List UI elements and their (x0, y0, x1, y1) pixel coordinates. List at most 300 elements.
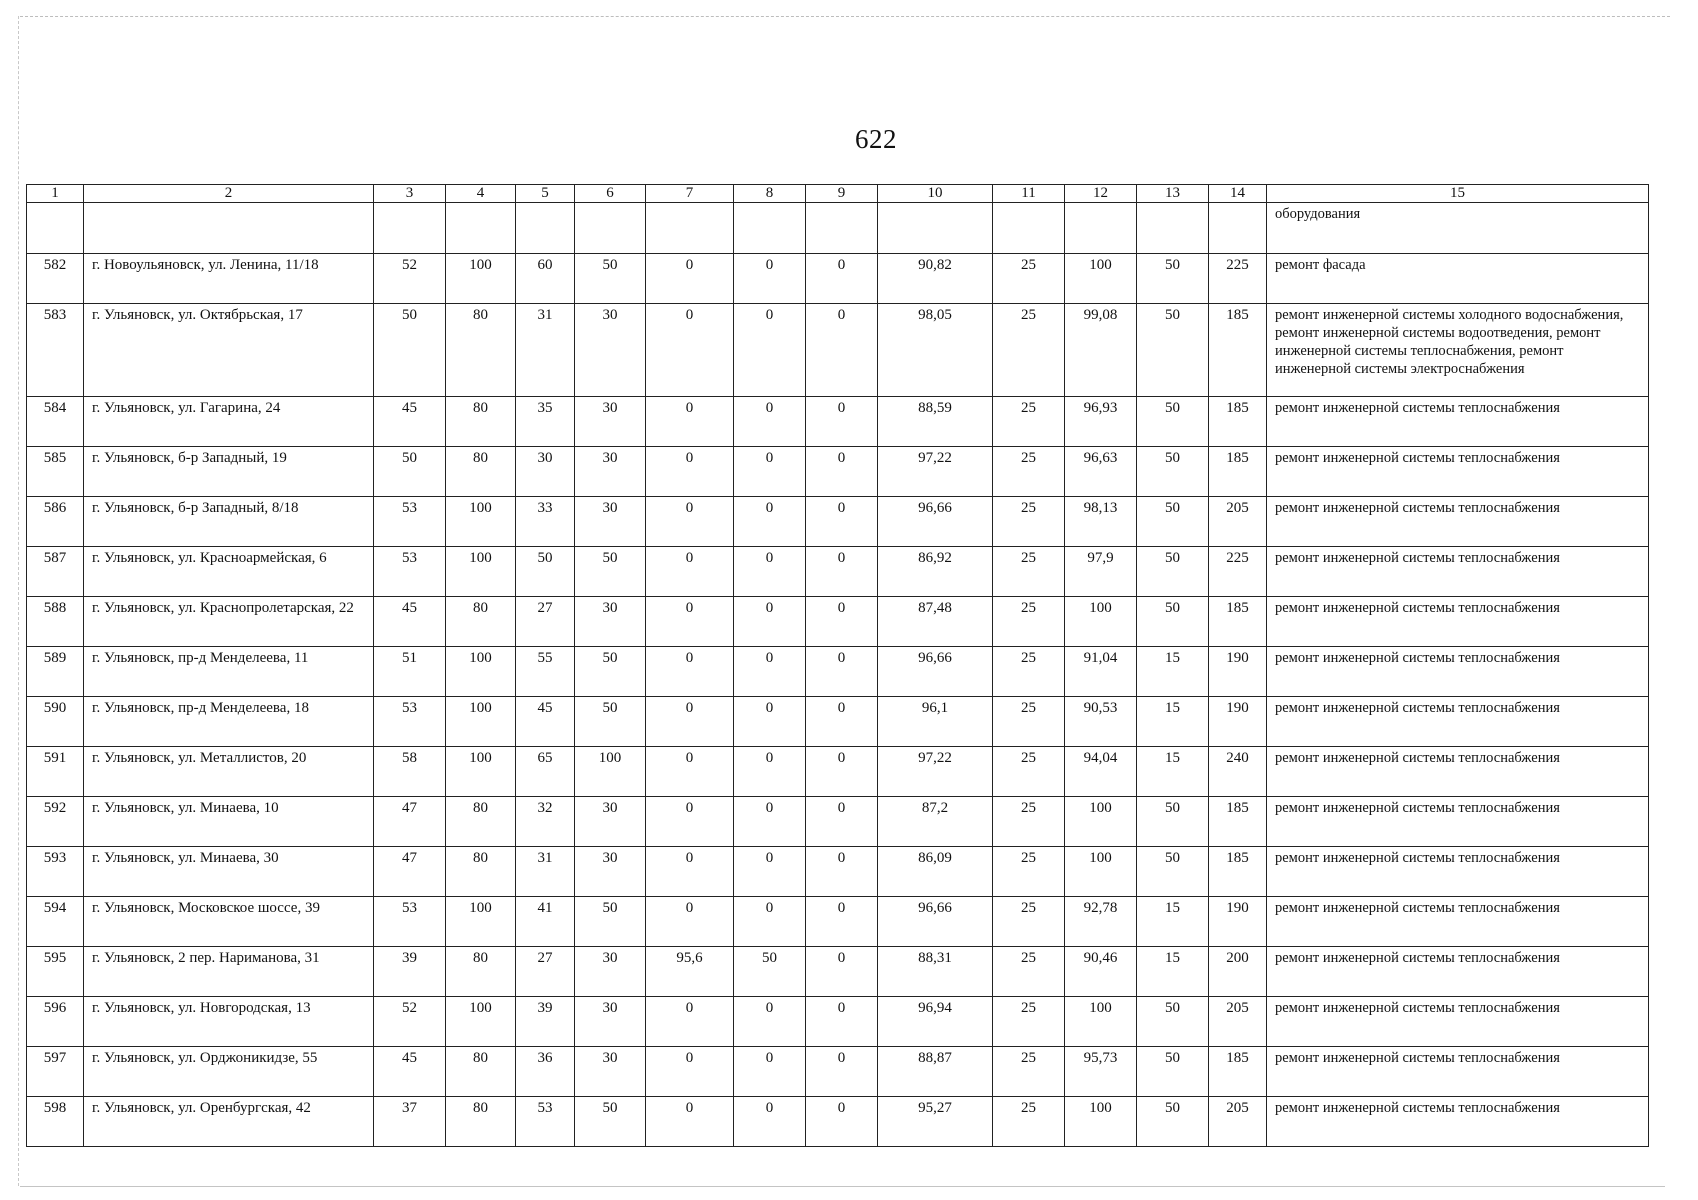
col13-cell: 50 (1137, 304, 1209, 397)
row-number-cell: 588 (27, 597, 84, 647)
col6-cell: 50 (575, 697, 646, 747)
col13-cell: 50 (1137, 997, 1209, 1047)
col9-cell: 0 (806, 397, 878, 447)
col3-cell: 50 (374, 447, 446, 497)
col3-cell: 58 (374, 747, 446, 797)
col11-cell: 25 (993, 897, 1065, 947)
cell (1209, 203, 1267, 254)
col3-cell: 45 (374, 597, 446, 647)
col14-cell: 190 (1209, 647, 1267, 697)
col11-cell: 25 (993, 1047, 1065, 1097)
col4-cell: 80 (446, 597, 516, 647)
work-type-cell: ремонт инженерной системы теплоснабжения (1267, 1047, 1649, 1097)
col11-cell: 25 (993, 947, 1065, 997)
col9-cell: 0 (806, 447, 878, 497)
col12-cell: 100 (1065, 847, 1137, 897)
col10-cell: 86,09 (878, 847, 993, 897)
col9-cell: 0 (806, 647, 878, 697)
col12-cell: 94,04 (1065, 747, 1137, 797)
column-number-15: 15 (1267, 185, 1649, 203)
col5-cell: 41 (516, 897, 575, 947)
col6-cell: 30 (575, 997, 646, 1047)
col7-cell: 0 (646, 597, 734, 647)
col5-cell: 53 (516, 1097, 575, 1147)
work-type-cell: ремонт инженерной системы теплоснабжения (1267, 397, 1649, 447)
col12-cell: 97,9 (1065, 547, 1137, 597)
cell (84, 203, 374, 254)
col3-cell: 50 (374, 304, 446, 397)
col14-cell: 240 (1209, 747, 1267, 797)
col4-cell: 100 (446, 747, 516, 797)
col8-cell: 0 (734, 797, 806, 847)
work-type-cell: ремонт инженерной системы теплоснабжения (1267, 697, 1649, 747)
col10-cell: 96,94 (878, 997, 993, 1047)
col10-cell: 88,59 (878, 397, 993, 447)
col3-cell: 37 (374, 1097, 446, 1147)
column-number-12: 12 (1065, 185, 1137, 203)
col12-cell: 100 (1065, 254, 1137, 304)
cell (516, 203, 575, 254)
col14-cell: 185 (1209, 847, 1267, 897)
col6-cell: 30 (575, 397, 646, 447)
col6-cell: 30 (575, 847, 646, 897)
col10-cell: 96,66 (878, 497, 993, 547)
col5-cell: 33 (516, 497, 575, 547)
table-row (27, 497, 1649, 547)
col3-cell: 53 (374, 497, 446, 547)
col12-cell: 95,73 (1065, 1047, 1137, 1097)
col7-cell: 0 (646, 497, 734, 547)
col11-cell: 25 (993, 254, 1065, 304)
col7-cell: 0 (646, 797, 734, 847)
work-type-cell: ремонт инженерной системы теплоснабжения (1267, 847, 1649, 897)
col8-cell: 50 (734, 947, 806, 997)
col12-cell: 100 (1065, 997, 1137, 1047)
col12-cell: 100 (1065, 1097, 1137, 1147)
col13-cell: 15 (1137, 947, 1209, 997)
col12-cell: 90,46 (1065, 947, 1137, 997)
col4-cell: 100 (446, 497, 516, 547)
col10-cell: 96,66 (878, 897, 993, 947)
col7-cell: 0 (646, 304, 734, 397)
col6-cell: 30 (575, 497, 646, 547)
col5-cell: 39 (516, 997, 575, 1047)
column-number-6: 6 (575, 185, 646, 203)
cell (1065, 203, 1137, 254)
work-type-cell: ремонт инженерной системы теплоснабжения (1267, 947, 1649, 997)
col9-cell: 0 (806, 997, 878, 1047)
col14-cell: 200 (1209, 947, 1267, 997)
col10-cell: 95,27 (878, 1097, 993, 1147)
col5-cell: 31 (516, 847, 575, 897)
col6-cell: 30 (575, 1047, 646, 1097)
address-cell: г. Ульяновск, ул. Красноармейская, 6 (84, 547, 374, 597)
row-number-cell: 591 (27, 747, 84, 797)
table-row (27, 847, 1649, 897)
column-number-3: 3 (374, 185, 446, 203)
col6-cell: 50 (575, 897, 646, 947)
col11-cell: 25 (993, 797, 1065, 847)
cell (27, 203, 84, 254)
col11-cell: 25 (993, 597, 1065, 647)
col3-cell: 53 (374, 697, 446, 747)
col4-cell: 100 (446, 254, 516, 304)
work-type-cell: ремонт инженерной системы теплоснабжения (1267, 897, 1649, 947)
table-row (27, 397, 1649, 447)
col14-cell: 205 (1209, 997, 1267, 1047)
address-cell: г. Ульяновск, ул. Октябрьская, 17 (84, 304, 374, 397)
col13-cell: 50 (1137, 254, 1209, 304)
col3-cell: 51 (374, 647, 446, 697)
table-row (27, 997, 1649, 1047)
col5-cell: 32 (516, 797, 575, 847)
col7-cell: 0 (646, 1097, 734, 1147)
address-cell: г. Ульяновск, ул. Новгородская, 13 (84, 997, 374, 1047)
col11-cell: 25 (993, 547, 1065, 597)
col13-cell: 50 (1137, 397, 1209, 447)
col9-cell: 0 (806, 897, 878, 947)
row-number-cell: 582 (27, 254, 84, 304)
cell (878, 203, 993, 254)
col7-cell: 0 (646, 1047, 734, 1097)
address-cell: г. Ульяновск, ул. Металлистов, 20 (84, 747, 374, 797)
row-number-cell: 594 (27, 897, 84, 947)
row-number-cell: 589 (27, 647, 84, 697)
col5-cell: 45 (516, 697, 575, 747)
col13-cell: 15 (1137, 747, 1209, 797)
scan-edge-bottom (20, 1186, 1665, 1187)
col5-cell: 65 (516, 747, 575, 797)
address-cell: г. Ульяновск, 2 пер. Нариманова, 31 (84, 947, 374, 997)
col10-cell: 88,87 (878, 1047, 993, 1097)
col3-cell: 47 (374, 797, 446, 847)
col8-cell: 0 (734, 647, 806, 697)
col4-cell: 80 (446, 797, 516, 847)
cell (374, 203, 446, 254)
col5-cell: 30 (516, 447, 575, 497)
table-row (27, 304, 1649, 397)
col5-cell: 27 (516, 947, 575, 997)
col10-cell: 97,22 (878, 447, 993, 497)
column-number-13: 13 (1137, 185, 1209, 203)
col9-cell: 0 (806, 497, 878, 547)
column-number-5: 5 (516, 185, 575, 203)
work-type-cell: ремонт инженерной системы теплоснабжения (1267, 597, 1649, 647)
col7-cell: 0 (646, 997, 734, 1047)
col4-cell: 80 (446, 1097, 516, 1147)
col4-cell: 100 (446, 647, 516, 697)
address-cell: г. Ульяновск, б-р Западный, 19 (84, 447, 374, 497)
col10-cell: 87,48 (878, 597, 993, 647)
col4-cell: 80 (446, 447, 516, 497)
address-cell: г. Ульяновск, пр-д Менделеева, 11 (84, 647, 374, 697)
col8-cell: 0 (734, 447, 806, 497)
table-row (27, 797, 1649, 847)
col7-cell: 0 (646, 647, 734, 697)
work-type-cell: ремонт инженерной системы холодного водоснабжения, ремонт инженерной системы водоотведения, ремонт инженерной системы теплоснабжения, ремонт инженерной системы электроснабжения (1267, 304, 1649, 397)
col5-cell: 36 (516, 1047, 575, 1097)
table-row (27, 897, 1649, 947)
work-type-cell: ремонт инженерной системы теплоснабжения (1267, 747, 1649, 797)
col9-cell: 0 (806, 847, 878, 897)
col13-cell: 50 (1137, 797, 1209, 847)
table-row (27, 1047, 1649, 1097)
row-number-cell: 590 (27, 697, 84, 747)
col10-cell: 96,1 (878, 697, 993, 747)
work-type-cell: ремонт инженерной системы теплоснабжения (1267, 1097, 1649, 1147)
col5-cell: 55 (516, 647, 575, 697)
column-number-8: 8 (734, 185, 806, 203)
table-row (27, 747, 1649, 797)
work-type-cell: ремонт инженерной системы теплоснабжения (1267, 547, 1649, 597)
col10-cell: 90,82 (878, 254, 993, 304)
col12-cell: 92,78 (1065, 897, 1137, 947)
col4-cell: 100 (446, 697, 516, 747)
col8-cell: 0 (734, 997, 806, 1047)
cell (806, 203, 878, 254)
row-number-cell: 596 (27, 997, 84, 1047)
col14-cell: 190 (1209, 697, 1267, 747)
col6-cell: 30 (575, 797, 646, 847)
cell (993, 203, 1065, 254)
row-number-cell: 587 (27, 547, 84, 597)
scan-edge-top (20, 16, 1670, 17)
column-number-10: 10 (878, 185, 993, 203)
col3-cell: 45 (374, 1047, 446, 1097)
cell (1137, 203, 1209, 254)
row-number-cell: 583 (27, 304, 84, 397)
col8-cell: 0 (734, 897, 806, 947)
cell (446, 203, 516, 254)
row-number-cell: 595 (27, 947, 84, 997)
work-type-cell: ремонт инженерной системы теплоснабжения (1267, 997, 1649, 1047)
col11-cell: 25 (993, 697, 1065, 747)
col13-cell: 50 (1137, 1047, 1209, 1097)
col14-cell: 185 (1209, 304, 1267, 397)
table-row (27, 254, 1649, 304)
address-cell: г. Ульяновск, ул. Минаева, 30 (84, 847, 374, 897)
col14-cell: 185 (1209, 597, 1267, 647)
row-number-cell: 584 (27, 397, 84, 447)
col8-cell: 0 (734, 254, 806, 304)
col12-cell: 96,93 (1065, 397, 1137, 447)
address-cell: г. Ульяновск, пр-д Менделеева, 18 (84, 697, 374, 747)
address-cell: г. Ульяновск, ул. Гагарина, 24 (84, 397, 374, 447)
col9-cell: 0 (806, 254, 878, 304)
col7-cell: 0 (646, 847, 734, 897)
col6-cell: 30 (575, 447, 646, 497)
row-number-cell: 598 (27, 1097, 84, 1147)
col14-cell: 185 (1209, 447, 1267, 497)
col6-cell: 100 (575, 747, 646, 797)
continuation-work-cell: оборудования (1267, 203, 1649, 254)
col4-cell: 80 (446, 1047, 516, 1097)
col4-cell: 80 (446, 947, 516, 997)
col9-cell: 0 (806, 747, 878, 797)
column-number-9: 9 (806, 185, 878, 203)
work-type-cell: ремонт инженерной системы теплоснабжения (1267, 797, 1649, 847)
scan-edge-left (18, 16, 19, 1186)
col6-cell: 50 (575, 1097, 646, 1147)
col6-cell: 50 (575, 647, 646, 697)
col12-cell: 99,08 (1065, 304, 1137, 397)
column-number-4: 4 (446, 185, 516, 203)
col7-cell: 0 (646, 897, 734, 947)
col6-cell: 30 (575, 597, 646, 647)
work-type-cell: ремонт инженерной системы теплоснабжения (1267, 647, 1649, 697)
col4-cell: 80 (446, 847, 516, 897)
col14-cell: 185 (1209, 1047, 1267, 1097)
col7-cell: 0 (646, 747, 734, 797)
address-cell: г. Новоульяновск, ул. Ленина, 11/18 (84, 254, 374, 304)
col6-cell: 30 (575, 947, 646, 997)
col4-cell: 100 (446, 547, 516, 597)
address-cell: г. Ульяновск, ул. Оренбургская, 42 (84, 1097, 374, 1147)
col9-cell: 0 (806, 697, 878, 747)
col5-cell: 60 (516, 254, 575, 304)
col7-cell: 0 (646, 397, 734, 447)
col11-cell: 25 (993, 304, 1065, 397)
cell (734, 203, 806, 254)
col8-cell: 0 (734, 304, 806, 397)
work-type-cell: ремонт инженерной системы теплоснабжения (1267, 447, 1649, 497)
col3-cell: 47 (374, 847, 446, 897)
address-cell: г. Ульяновск, ул. Минаева, 10 (84, 797, 374, 847)
col11-cell: 25 (993, 747, 1065, 797)
col13-cell: 15 (1137, 697, 1209, 747)
row-number-cell: 592 (27, 797, 84, 847)
table-row (27, 1097, 1649, 1147)
row-number-cell: 597 (27, 1047, 84, 1097)
col12-cell: 90,53 (1065, 697, 1137, 747)
col3-cell: 52 (374, 997, 446, 1047)
table-row (27, 697, 1649, 747)
cell (575, 203, 646, 254)
col3-cell: 52 (374, 254, 446, 304)
col6-cell: 50 (575, 547, 646, 597)
col10-cell: 96,66 (878, 647, 993, 697)
page-number: 622 (855, 124, 897, 154)
col8-cell: 0 (734, 397, 806, 447)
table-row (27, 447, 1649, 497)
col14-cell: 190 (1209, 897, 1267, 947)
col11-cell: 25 (993, 647, 1065, 697)
col12-cell: 100 (1065, 797, 1137, 847)
col4-cell: 80 (446, 397, 516, 447)
col11-cell: 25 (993, 397, 1065, 447)
col3-cell: 45 (374, 397, 446, 447)
col8-cell: 0 (734, 847, 806, 897)
col12-cell: 96,63 (1065, 447, 1137, 497)
col8-cell: 0 (734, 747, 806, 797)
col8-cell: 0 (734, 497, 806, 547)
col14-cell: 225 (1209, 254, 1267, 304)
column-number-2: 2 (84, 185, 374, 203)
col14-cell: 185 (1209, 797, 1267, 847)
col8-cell: 0 (734, 1047, 806, 1097)
col10-cell: 87,2 (878, 797, 993, 847)
col11-cell: 25 (993, 447, 1065, 497)
table-row (27, 547, 1649, 597)
col9-cell: 0 (806, 597, 878, 647)
col9-cell: 0 (806, 1047, 878, 1097)
col10-cell: 88,31 (878, 947, 993, 997)
column-number-1: 1 (27, 185, 84, 203)
col12-cell: 91,04 (1065, 647, 1137, 697)
table-row (27, 647, 1649, 697)
col12-cell: 98,13 (1065, 497, 1137, 547)
col3-cell: 53 (374, 547, 446, 597)
address-cell: г. Ульяновск, ул. Орджоникидзе, 55 (84, 1047, 374, 1097)
col3-cell: 39 (374, 947, 446, 997)
table-row (27, 597, 1649, 647)
column-number-11: 11 (993, 185, 1065, 203)
col10-cell: 86,92 (878, 547, 993, 597)
column-number-14: 14 (1209, 185, 1267, 203)
row-number-cell: 585 (27, 447, 84, 497)
col4-cell: 80 (446, 304, 516, 397)
address-cell: г. Ульяновск, б-р Западный, 8/18 (84, 497, 374, 547)
col10-cell: 98,05 (878, 304, 993, 397)
col14-cell: 205 (1209, 1097, 1267, 1147)
col9-cell: 0 (806, 304, 878, 397)
col13-cell: 50 (1137, 497, 1209, 547)
col7-cell: 0 (646, 254, 734, 304)
col13-cell: 15 (1137, 897, 1209, 947)
col7-cell: 0 (646, 447, 734, 497)
cell (646, 203, 734, 254)
col9-cell: 0 (806, 797, 878, 847)
register-table (26, 184, 1649, 1147)
col5-cell: 31 (516, 304, 575, 397)
col4-cell: 100 (446, 997, 516, 1047)
col7-cell: 0 (646, 697, 734, 747)
col9-cell: 0 (806, 947, 878, 997)
col8-cell: 0 (734, 697, 806, 747)
col7-cell: 0 (646, 547, 734, 597)
col6-cell: 30 (575, 304, 646, 397)
col5-cell: 35 (516, 397, 575, 447)
col4-cell: 100 (446, 897, 516, 947)
col3-cell: 53 (374, 897, 446, 947)
col14-cell: 225 (1209, 547, 1267, 597)
col13-cell: 50 (1137, 1097, 1209, 1147)
col10-cell: 97,22 (878, 747, 993, 797)
col8-cell: 0 (734, 1097, 806, 1147)
col11-cell: 25 (993, 1097, 1065, 1147)
col9-cell: 0 (806, 547, 878, 597)
col5-cell: 50 (516, 547, 575, 597)
work-type-cell: ремонт инженерной системы теплоснабжения (1267, 497, 1649, 547)
table-row (27, 947, 1649, 997)
address-cell: г. Ульяновск, Московское шоссе, 39 (84, 897, 374, 947)
col7-cell: 95,6 (646, 947, 734, 997)
continuation-row (27, 203, 1649, 254)
col6-cell: 50 (575, 254, 646, 304)
col13-cell: 50 (1137, 547, 1209, 597)
col5-cell: 27 (516, 597, 575, 647)
col13-cell: 50 (1137, 447, 1209, 497)
col9-cell: 0 (806, 1097, 878, 1147)
col8-cell: 0 (734, 547, 806, 597)
column-number-row (27, 185, 1649, 203)
col14-cell: 205 (1209, 497, 1267, 547)
row-number-cell: 586 (27, 497, 84, 547)
column-number-7: 7 (646, 185, 734, 203)
col14-cell: 185 (1209, 397, 1267, 447)
col13-cell: 50 (1137, 597, 1209, 647)
row-number-cell: 593 (27, 847, 84, 897)
